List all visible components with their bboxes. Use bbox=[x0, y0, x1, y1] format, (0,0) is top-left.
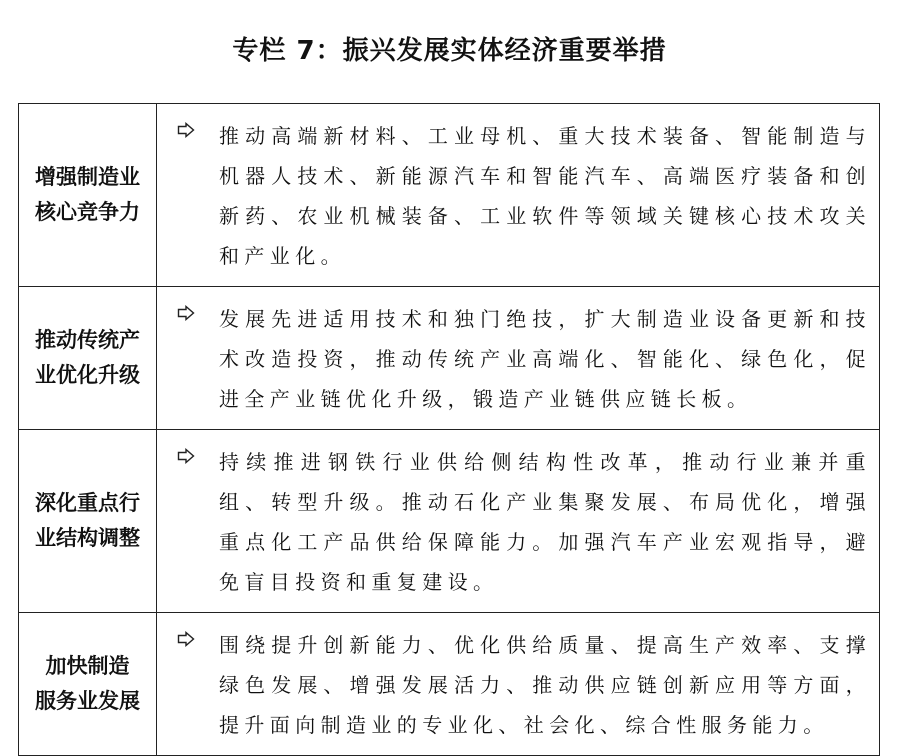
row-label-line: 增强制造业 bbox=[35, 165, 140, 189]
hollow-right-arrow-icon bbox=[177, 122, 195, 138]
hollow-right-arrow-icon bbox=[177, 305, 195, 321]
table-row bbox=[19, 430, 880, 613]
row-content bbox=[157, 287, 880, 430]
row-content bbox=[157, 613, 880, 756]
row-label bbox=[19, 613, 157, 756]
row-content bbox=[157, 430, 880, 613]
table-row bbox=[19, 104, 880, 287]
row-content bbox=[157, 104, 880, 287]
table-row bbox=[19, 287, 880, 430]
row-label bbox=[19, 287, 157, 430]
row-text: 围绕提升创新能力、优化供给质量、提高生产效率、支撑绿色发展、增强发展活力、推动供应链创新应用等方面，提升面向制造业的专业化、社会化、综合性服务能力。 bbox=[219, 633, 871, 737]
row-text: 持续推进钢铁行业供给侧结构性改革，推动行业兼并重组、转型升级。推动石化产业集聚发展、布局优化，增强重点化工产品供给保障能力。加强汽车产业宏观指导，避免盲目投资和重复建设。 bbox=[219, 450, 871, 594]
hollow-right-arrow-icon bbox=[177, 448, 195, 464]
row-label bbox=[19, 430, 157, 613]
row-label-line: 业结构调整 bbox=[35, 526, 140, 550]
row-label-line: 加快制造 bbox=[45, 654, 130, 678]
row-label-line: 服务业发展 bbox=[35, 689, 140, 713]
row-text: 发展先进适用技术和独门绝技，扩大制造业设备更新和技术改造投资，推动传统产业高端化、智能化、绿色化，促进全产业链优化升级，锻造产业链供应链长板。 bbox=[219, 307, 871, 411]
row-label-line: 推动传统产 bbox=[35, 328, 140, 352]
row-text: 推动高端新材料、工业母机、重大技术装备、智能制造与机器人技术、新能源汽车和智能汽车、高端医疗装备和创新药、农业机械装备、工业软件等领域关键核心技术攻关和产业化。 bbox=[219, 124, 871, 268]
table-row bbox=[19, 613, 880, 756]
row-label-line: 业优化升级 bbox=[35, 363, 140, 387]
hollow-right-arrow-icon bbox=[177, 631, 195, 647]
measures-table bbox=[18, 103, 880, 756]
row-label-line: 核心竞争力 bbox=[35, 200, 140, 224]
page-title: 专栏 7：振兴发展实体经济重要举措 bbox=[232, 36, 667, 66]
row-label bbox=[19, 104, 157, 287]
row-label-line: 深化重点行 bbox=[35, 491, 140, 515]
